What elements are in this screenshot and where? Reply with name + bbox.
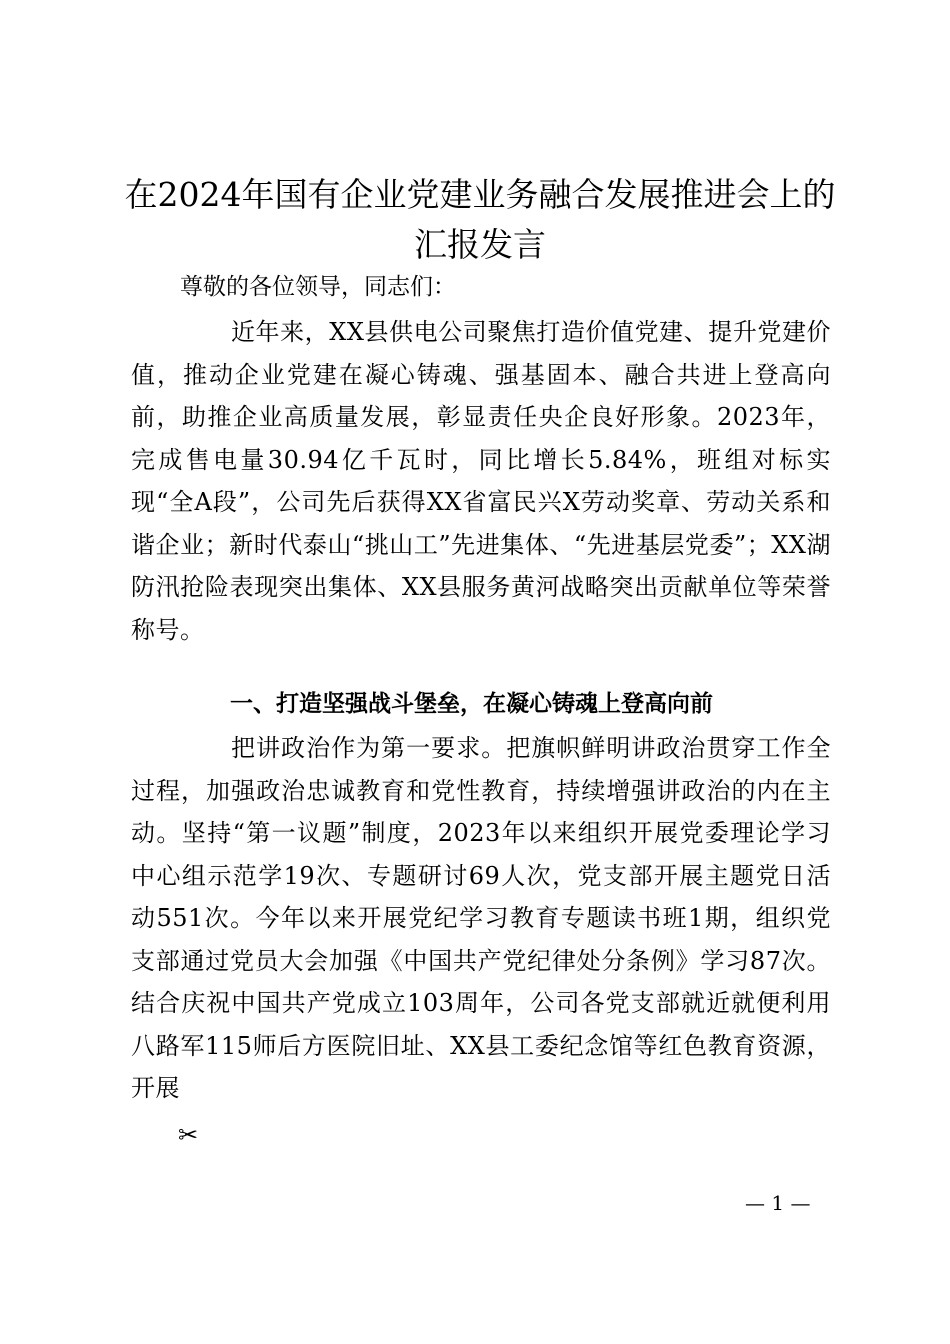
page-number: — 1 —: [745, 1191, 811, 1215]
body-paragraph: 把讲政治作为第一要求。把旗帜鲜明讲政治贯穿工作全过程，加强政治忠诚教育和党性教育，持续增强讲政治的内在主动。坚持“第一议题”制度，2023年以来组织开展党委理论学习中心组示范学19次、专题研讨69人次，党支部开展主题党日活动551次。今年以来开展党纪学习教育专题读书班1期，组织党支部通过党员大会加强《中国共产党纪律处分条例》学习87次。结合庆祝中国共产党成立103周年，公司各党支部就近就便利用八路军115师后方医院旧址、XX县工委纪念馆等红色教育资源，开展: [131, 734, 831, 1102]
scissors-icon: ✂: [178, 1121, 199, 1149]
section-heading: 一、打造坚强战斗堡垒，在凝心铸魂上登高向前: [230, 691, 713, 717]
body-paragraph: 近年来，XX县供电公司聚焦打造价值党建、提升党建价值，推动企业党建在凝心铸魂、强基固本、融合共进上登高向前，助推企业高质量发展，彰显责任央企良好形象。2023年，完成售电量30.94亿千瓦时，同比增长5.84%，班组对标实现“全A段”，公司先后获得XX省富民兴X劳动奖章、劳动关系和谐企业；新时代泰山“挑山工”先进集体、“先进基层党委”；XX湖防汛抢险表现突出集体、XX县服务黄河战略突出贡献单位等荣誉称号。: [131, 318, 831, 644]
document-title: 在2024年国有企业党建业务融合发展推进会上的汇报发言: [124, 175, 836, 264]
salutation: 尊敬的各位领导，同志们：: [180, 274, 456, 300]
